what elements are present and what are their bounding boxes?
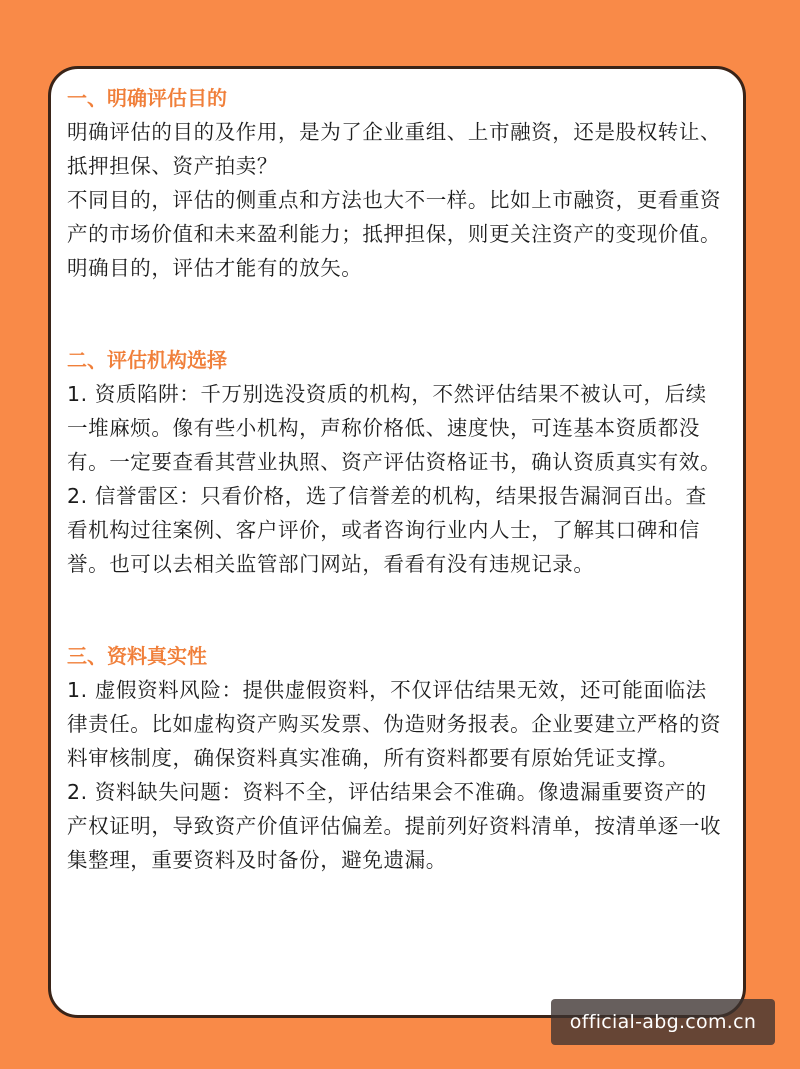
watermark-label: official-abg.com.cn [551, 999, 775, 1045]
paragraph: 2. 资料缺失问题：资料不全，评估结果会不准确。像遗漏重要资产的产权证明，导致资产价值评估偏差。提前列好资料清单，按清单逐一收集整理，重要资料及时备份，避免遗漏。 [67, 780, 722, 872]
section-purpose [67, 81, 725, 285]
paragraph: 明确评估的目的及作用，是为了企业重组、上市融资，还是股权转让、抵押担保、资产拍卖？ [67, 120, 722, 178]
section-agency [67, 343, 725, 581]
section-title: 三、资料真实性 [67, 644, 207, 668]
section-title: 二、评估机构选择 [67, 348, 227, 372]
paragraph: 2. 信誉雷区：只看价格，选了信誉差的机构，结果报告漏洞百出。查看机构过往案例、客户评价，或者咨询行业内人士，了解其口碑和信誉。也可以去相关监管部门网站，看看有没有违规记录。 [67, 484, 707, 576]
paragraph: 1. 资质陷阱：千万别选没资质的机构，不然评估结果不被认可，后续一堆麻烦。像有些小机构，声称价格低、速度快，可连基本资质都没有。一定要查看其营业执照、资产评估资格证书，确认资质真实有效。 [67, 382, 722, 474]
paragraph: 不同目的，评估的侧重点和方法也大不一样。比如上市融资，更看重资产的市场价值和未来盈利能力；抵押担保，则更关注资产的变现价值。明确目的，评估才能有的放矢。 [67, 188, 722, 280]
section-title: 一、明确评估目的 [67, 86, 227, 110]
content-card [48, 66, 746, 1018]
paragraph: 1. 虚假资料风险：提供虚假资料，不仅评估结果无效，还可能面临法律责任。比如虚构资产购买发票、伪造财务报表。企业要建立严格的资料审核制度，确保资料真实准确，所有资料都要有原始凭证支撑。 [67, 678, 722, 770]
section-materials [67, 639, 725, 877]
